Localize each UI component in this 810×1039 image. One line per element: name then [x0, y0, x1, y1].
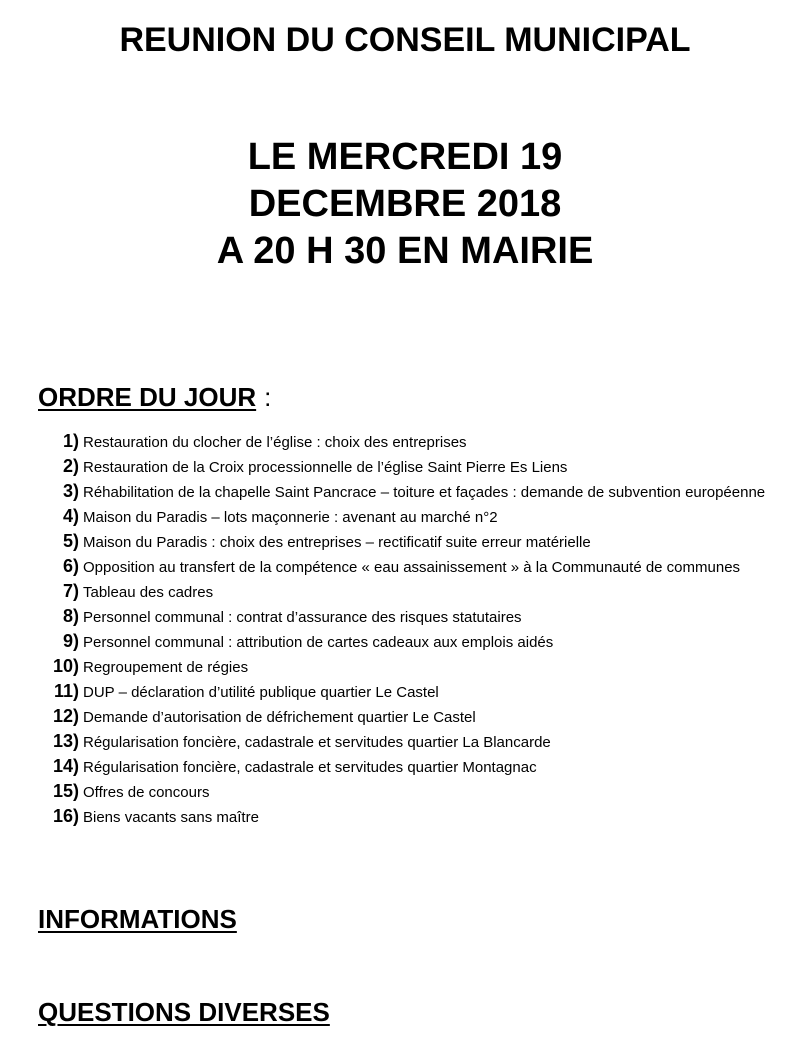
questions-diverses-heading	[38, 996, 330, 1028]
agenda-item	[40, 707, 782, 727]
meeting-date-line: LE MERCREDI 19	[247, 136, 563, 178]
agenda-item-number: 2)	[62, 456, 79, 476]
agenda-item	[40, 632, 782, 652]
agenda-item-number: 1)	[62, 431, 79, 451]
agenda-item	[40, 507, 782, 527]
agenda-item-text: Regroupement de régies	[83, 659, 249, 676]
agenda-item-number: 9)	[62, 631, 79, 651]
agenda-heading-label: ORDRE DU JOUR	[38, 382, 257, 412]
agenda-item	[40, 682, 782, 702]
agenda-item-number: 10)	[52, 656, 79, 676]
questions-diverses-heading-label: QUESTIONS DIVERSES	[38, 997, 330, 1027]
agenda-item	[40, 657, 782, 677]
agenda-item-number: 12)	[52, 706, 79, 726]
agenda-item-text: Restauration de la Croix processionnelle de l’église Saint Pierre Es Liens	[83, 459, 568, 476]
agenda-item-text: Régularisation foncière, cadastrale et servitudes quartier Montagnac	[83, 759, 537, 776]
agenda-item	[40, 807, 782, 827]
agenda-item	[40, 757, 782, 777]
agenda-item-text: Personnel communal : attribution de cartes cadeaux aux emplois aidés	[83, 634, 554, 651]
agenda-item-number: 6)	[62, 556, 79, 576]
agenda-item-number: 3)	[62, 481, 79, 501]
agenda-item-number: 8)	[62, 606, 79, 626]
agenda-item-number: 11)	[53, 681, 79, 701]
agenda-item	[40, 557, 782, 577]
agenda-item	[40, 732, 782, 752]
agenda-item-text: Maison du Paradis : choix des entreprises – rectificatif suite erreur matérielle	[83, 534, 591, 551]
agenda-item-number: 16)	[52, 806, 79, 826]
agenda-item-text: Maison du Paradis – lots maçonnerie : avenant au marché n°2	[83, 509, 498, 526]
agenda-item	[40, 607, 782, 627]
agenda-item	[40, 582, 782, 602]
agenda-list	[40, 432, 782, 832]
agenda-item-text: Opposition au transfert de la compétence « eau assainissement » à la Communauté de communes	[83, 559, 741, 576]
agenda-item	[40, 482, 782, 502]
agenda-item-text: Personnel communal : contrat d’assurance des risques statutaires	[83, 609, 522, 626]
agenda-item-text: Régularisation foncière, cadastrale et servitudes quartier La Blancarde	[83, 734, 551, 751]
agenda-item-number: 13)	[52, 731, 79, 751]
informations-heading-label: INFORMATIONS	[38, 904, 237, 934]
agenda-item-text: Offres de concours	[83, 784, 210, 801]
agenda-item-text: Restauration du clocher de l’église : choix des entreprises	[83, 434, 467, 451]
agenda-item	[40, 457, 782, 477]
informations-heading	[38, 903, 237, 935]
agenda-item-text: Biens vacants sans maître	[83, 809, 259, 826]
agenda-item-number: 4)	[62, 506, 79, 526]
meeting-date-block	[0, 134, 810, 275]
agenda-item	[40, 782, 782, 802]
agenda-item	[40, 432, 782, 452]
agenda-heading-colon: :	[264, 382, 272, 412]
document-title: REUNION DU CONSEIL MUNICIPAL	[119, 21, 691, 59]
agenda-item-text: DUP – déclaration d’utilité publique quartier Le Castel	[83, 684, 439, 701]
agenda-item-text: Demande d’autorisation de défrichement quartier Le Castel	[83, 709, 476, 726]
agenda-item-number: 14)	[52, 756, 79, 776]
agenda-item-number: 5)	[62, 531, 79, 551]
agenda-heading	[38, 381, 271, 413]
agenda-item-number: 7)	[62, 581, 79, 601]
agenda-item-text: Réhabilitation de la chapelle Saint Pancrace – toiture et façades : demande de subvention européenne	[83, 484, 766, 501]
agenda-item	[40, 532, 782, 552]
agenda-item-number: 15)	[52, 781, 79, 801]
meeting-date-line: A 20 H 30 EN MAIRIE	[216, 230, 594, 272]
meeting-date-line: DECEMBRE 2018	[248, 183, 562, 225]
agenda-item-text: Tableau des cadres	[83, 584, 214, 601]
